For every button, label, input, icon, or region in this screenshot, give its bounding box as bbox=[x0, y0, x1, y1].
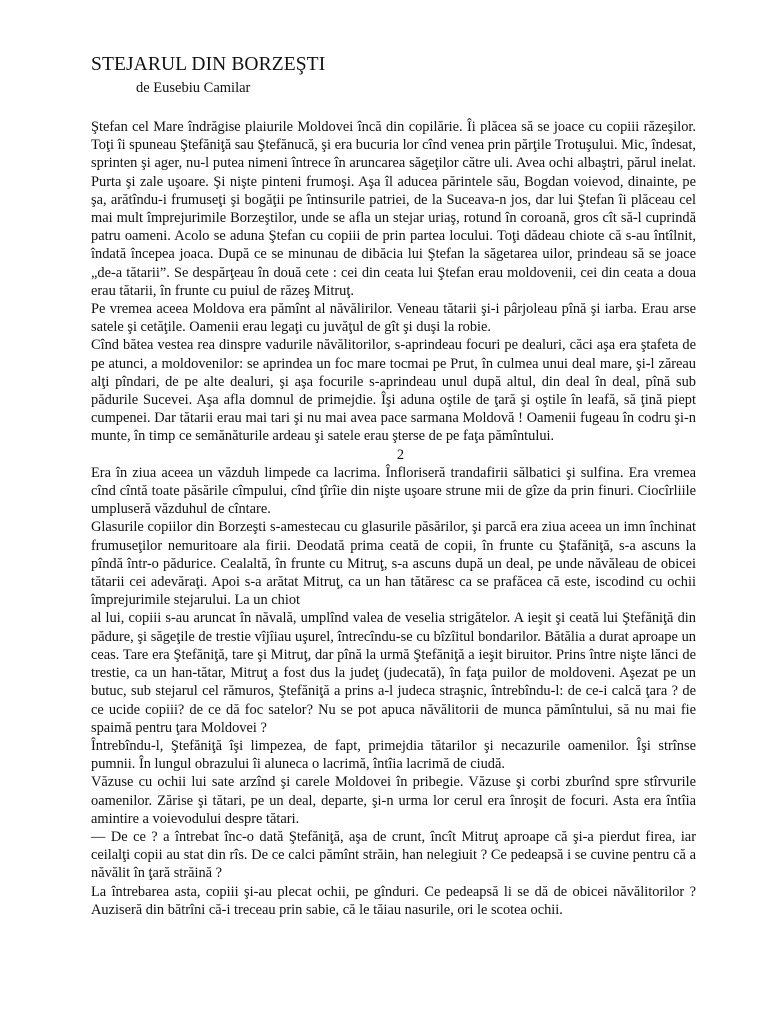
paragraph: — De ce ? a întrebat înc-o dată Ştefăniţă, aşa de crunt, încît Mitruţ aproape că şi-a pierdut firea, iar ceilalţi copii au stat din rîs. De ce calci pămînt străin, han nelegiuit ? Ce pedeapsă i se cuvine pentru că a năvălit în ţară străină ? bbox=[91, 828, 696, 882]
paragraph: Cînd bătea vestea rea dinspre vadurile năvălitorilor, s-aprindeau focuri pe dealuri, căci aşa era ştafeta de pe atunci, a moldovenilor: se aprindea un foc mare tocmai pe Prut, în culmea unui deal mare, şi-l zăreau alţi pîndari, de pe alte dealuri, şi aşa focurile s-aprindeau unul după altul, din deal în deal, pînă sub pădurile Sucevei. Aşa afla domnul de primejdie. Îşi aduna oştile de ţară şi oştile în leafă, să ţină piept cumpenei. Dar tătarii erau mai tari şi nu mai avea pace sarmana Moldovă ! Oamenii fugeau în codru şi-n munte, în timp ce semănăturile ardeau şi satele erau şterse de pe faţa pămîntului. bbox=[91, 337, 696, 445]
document-page bbox=[91, 52, 696, 919]
paragraph: Era în ziua aceea un văzduh limpede ca lacrima. Înfloriseră trandafirii sălbatici şi sulfina. Era vremea cînd cîntă toate păsările cîmpului, cînd ţîrîie din nişte uşoare strune mii de gîze da prin finuri. Ciocîrliile umpluseră văzduhul de cîntare. bbox=[91, 464, 696, 518]
paragraph: al lui, copiii s-au aruncat în năvală, umplînd valea de veselia strigătelor. A ieşit şi ceată lui Ştefăniţă din pădure, şi săgeţile de trestie vîjîiau uşurel, întrecîndu-se cu bîzîitul bondarilor. Bătălia a durat aproape un ceas. Tare era Ştefăniţă, tare şi Mitruţ, dar pînă la urmă Ştefăniţă a ieşit biruitor. Prins între nişte lănci de trestie, ca un han-tătar, Mitruţ a fost dus la judeţ (judecată), în faţa puilor de moldoveni. Aşezat pe un butuc, sub stejarul cel rămuros, Ştefăniţă a prins a-l judeca straşnic, întrebîndu-l: de ce-i calcă ţara ? de ce ucide copiii? de ce dă foc satelor? Nu se pot apuca năvălitorii de munca pămîntului, să nu mai fie spaimă pentru ţara Moldovei ? bbox=[91, 610, 696, 736]
document-author: de Eusebiu Camilar bbox=[136, 80, 251, 96]
paragraph: Întrebîndu-l, Ştefăniţă îşi limpezea, de fapt, primejdia tătarilor şi necazurile oamenilor. Îşi strînse pumnii. În lungul obrazului îi aluneca o lacrimă, întîia lacrimă de ciudă. bbox=[91, 737, 696, 773]
paragraph: Văzuse cu ochii lui sate arzînd şi carele Moldovei în pribegie. Văzuse şi corbi zburînd spre stîrvurile oamenilor. Zărise şi tătari, pe un deal, departe, şi-n urma lor cerul era înroşit de focuri. Asta era întîia amintire a voievodului despre tătari. bbox=[91, 774, 696, 827]
paragraph: Glasurile copiilor din Borzeşti s-amestecau cu glasurile păsărilor, şi parcă era ziua aceea un imn închinat frumuseţilor nemuritoare ala firii. Deodată prima ceată de copii, în frunte cu Ştafăniţă, s-a ascuns la pîndă într-o pădurice. Cealaltă, în frunte cu Mitruţ, s-a ascuns după un deal, pe unde năvăleau de obicei tătarii cei adevăraţi. Apoi s-a arătat Mitruţ, ca un han tătăresc ca se prafăcea că este, iscodind cu ochii împrejurimile stejarului. La un chiot bbox=[91, 519, 696, 609]
page-number: 2 bbox=[396, 446, 405, 463]
paragraph: La întrebarea asta, copiii şi-au plecat ochii, pe gînduri. Ce pedeapsă li se dă de obicei năvălitorilor ? Auziseră din bătrîni că-i treceau prin sabie, că le tăiau nasurile, ori le scotea ochii. bbox=[91, 883, 696, 918]
paragraph: Ştefan cel Mare îndrăgise plaiurile Moldovei încă din copilărie. Îi plăcea să se joace cu copiii răzeşilor. Toţi îi spuneau Ştefăniţă sau Ştefănucă, şi era bucuria lor cînd venea prin părţile Trotuşului. Mic, îndesat, sprinten şi ager, nu-l putea nimeni întrece în aruncarea săgeţilor către uli. Avea ochi albaştri, părul inelat. Purta şi zale uşoare. Şi nişte pinteni frumoşi. Aşa îl aducea părintele său, Bogdan voievod, dinainte, pe şa, arătîndu-i frumuseţi şi bogăţii pe întinsurile patriei, de la Suceava-n jos, dar lui Ştefan îi plăceau cel mai mult împrejurimile Borzeştilor, unde se afla un stejar uriaş, rotund în coroană, gros cît să-l cuprindă patru oameni. Acolo se aduna Ştefan cu copiii de prin partea locului. Toţi dădeau chiote că s-au întîlnit, îndată începea joaca. După ce se minunau de dibăcia lui Ştefan la săgetarea uilor, prindeau să se joace „de-a tătarii”. Se despărţeau în două cete : cei din ceata lui Ştefan erau moldovenii, cei din ceata a doua erau tătarii, în frunte cu puiul de răzeş Mitruţ. bbox=[91, 119, 696, 299]
document-title: STEJARUL DIN BORZEŞTI bbox=[91, 54, 326, 75]
paragraph: Pe vremea aceea Moldova era pămînt al năvălirilor. Veneau tătarii şi-i pârjoleau pînă şi iarba. Erau arse satele şi cetăţile. Oamenii erau legaţi cu juvăţul de gît şi duşi la robie. bbox=[91, 301, 696, 336]
